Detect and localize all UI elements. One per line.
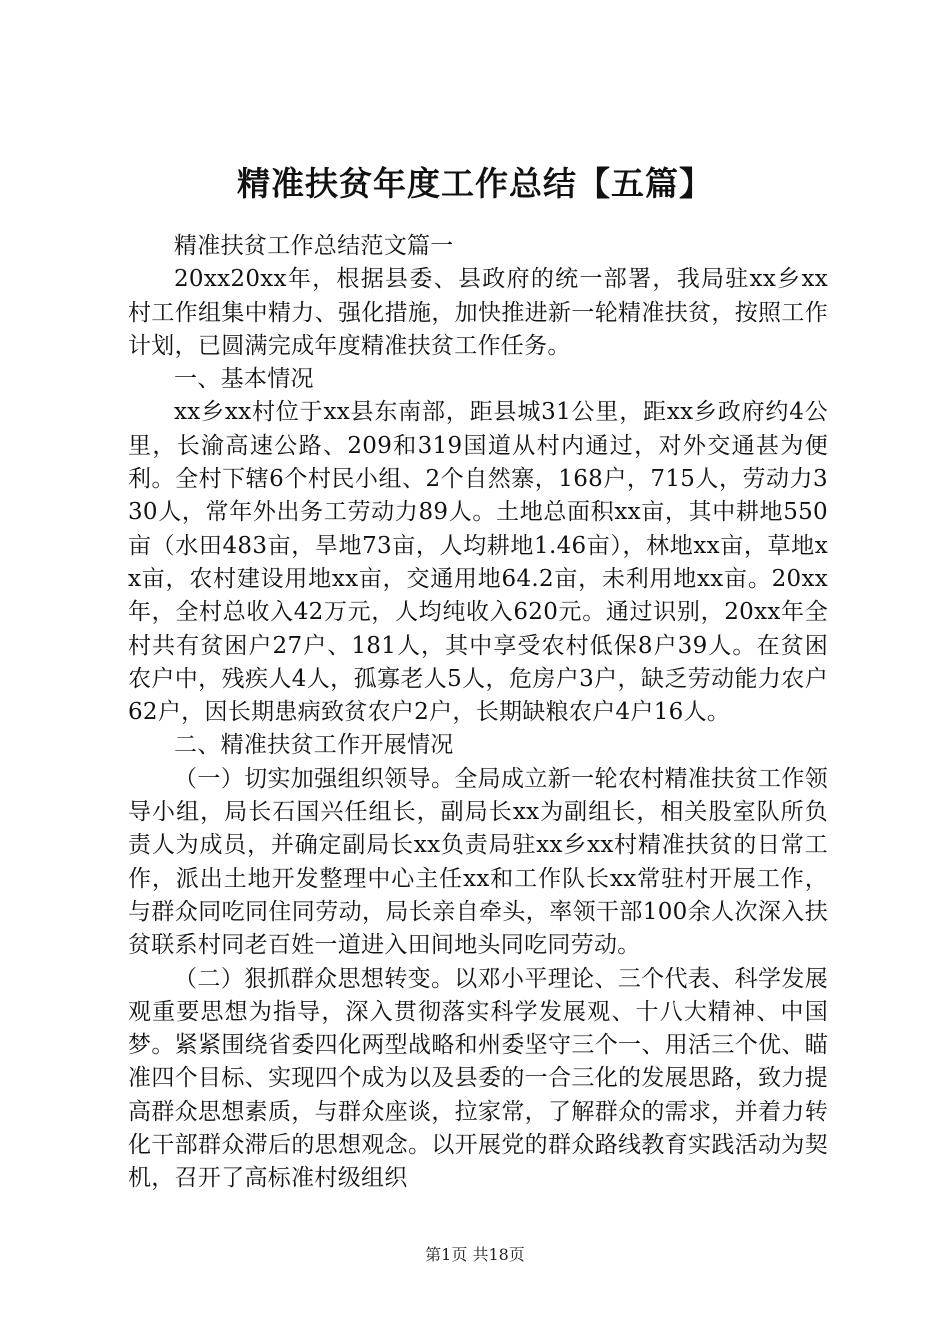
section-heading-basic-situation: 一、基本情况 [174, 366, 314, 393]
document-body [128, 230, 828, 1196]
basic-situation-paragraph: xx乡xx村位于xx县东南部，距县城31公里，距xx乡政府约4公里，长渝高速公路、209和319国道从村内通过，对外交通甚为便利。全村下辖6个村民小组、2个自然寨，168户，715人，劳动力330人，常年外出务工劳动力89人。土地总面积xx亩，其中耕地550亩（水田483亩，旱地73亩，人均耕地1.46亩），林地xx亩，草地xx亩，农村建设用地xx亩，交通用地64.2亩，未利用地xx亩。20xx年，全村总收入42万元，人均纯收入620元。通过识别，20xx年全村共有贫困户27户、181人，其中享受农村低保8户39人。在贫困农户中，残疾人4人，孤寡老人5人，危房户3户，缺乏劳动能力农户62户，因长期患病致贫农户2户，长期缺粮农户4户16人。 [128, 399, 828, 726]
intro-paragraph: 20xx20xx年，根据县委、县政府的统一部署，我局驻xx乡xx村工作组集中精力、强化措施，加快推进新一轮精准扶贫，按照工作计划，已圆满完成年度精准扶贫工作任务。 [128, 266, 828, 359]
section-heading-article-one: 精准扶贫工作总结范文篇一 [174, 233, 454, 259]
section-heading-work-progress: 二、精准扶贫工作开展情况 [174, 732, 454, 759]
document-title: 精准扶贫年度工作总结【五篇】 [237, 164, 713, 203]
organization-paragraph: （一）切实加强组织领导。全局成立新一轮农村精准扶贫工作领导小组，局长石国兴任组长，副局长xx为副组长，相关股室队所负责人为成员，并确定副局长xx负责局驻xx乡xx村精准扶贫的日常工作，派出土地开发整理中心主任xx和工作队长xx常驻村开展工作，与群众同吃同住同劳动，局长亲自牵头，率领干部100余人次深入扶贫联系村同老百姓一道进入田间地头同吃同劳动。 [128, 765, 828, 959]
page-number-footer: 第1页 共18页 [425, 1245, 525, 1264]
ideology-paragraph: （二）狠抓群众思想转变。以邓小平理论、三个代表、科学发展观重要思想为指导，深入贯彻落实科学发展观、十八大精神、中国梦。紧紧围绕省委四化两型战略和州委坚守三个一、用活三个优、瞄准四个目标、实现四个成为以及县委的一合三化的发展思路，致力提高群众思想素质，与群众座谈，拉家常，了解群众的需求，并着力转化干部群众滞后的思想观念。以开展党的群众路线教育实践活动为契机，召开了高标准村级组织 [128, 965, 828, 1192]
